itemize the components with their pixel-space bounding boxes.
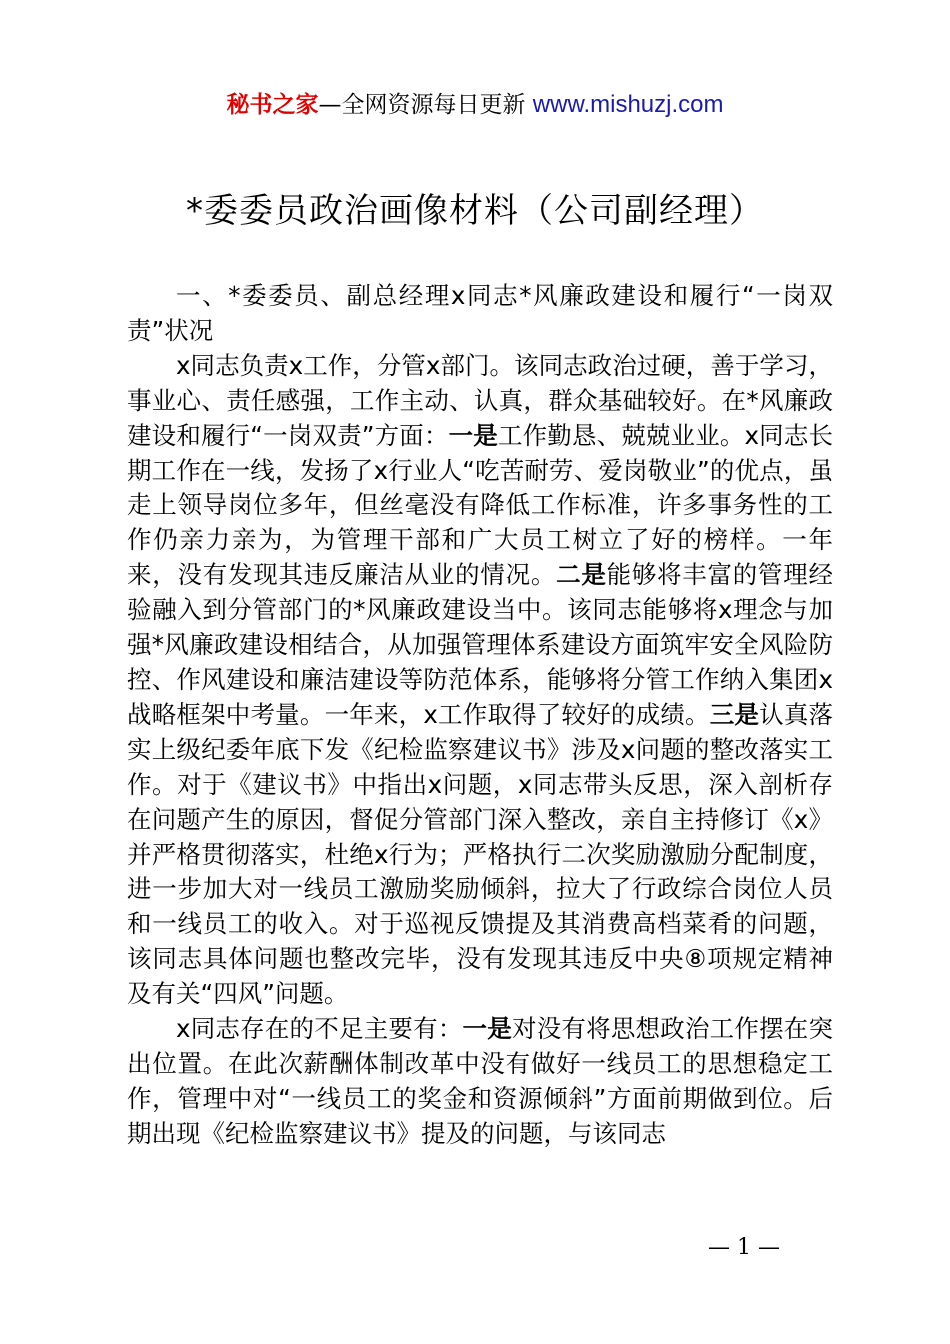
site-tagline: —全网资源每日更新: [318, 92, 526, 118]
shortcomings-lead: x同志存在的不足主要有：: [176, 1014, 463, 1044]
paragraph-lead: x同志负责x工作，分管x部门。该同志政治过硬，善于学习，事业心、责任感强，工作主动、认真，群众基础较好。在*风廉政建设和履行“一岗双责”方面：: [127, 350, 833, 450]
point-label-1: 一是: [448, 420, 498, 450]
document-title: *委委员政治画像材料（公司副经理）: [186, 191, 764, 231]
point-label-3: 三是: [709, 699, 760, 729]
site-url[interactable]: www.mishuzj.com: [532, 91, 724, 118]
shortcoming-text-1: 对没有将思想政治工作摆在突出位置。在此次薪酬体制改革中没有做好一线员工的思想稳定工作，管理中对“一线员工的奖金和资源倾斜”方面前期做到位。后期出现《纪检监察建议书》提及的问题，与该同志: [127, 1014, 834, 1148]
paragraph-conduct: [127, 349, 833, 1012]
point-text-1: 工作勤恳、兢兢业业。x同志长期工作在一线，发扬了x行业人“吃苦耐劳、爱岗敬业”的优点，虽走上领导岗位多年，但丝毫没有降低工作标准，许多事务性的工作仍亲力亲为，为管理干部和广大员工树立了好的榜样。一年来，没有发现其违反廉洁从业的情况。: [127, 420, 834, 590]
shortcoming-label-1: 一是: [462, 1014, 512, 1044]
point-label-2: 二是: [556, 560, 607, 590]
paragraph-shortcomings: [127, 1012, 833, 1152]
document-body: [127, 279, 833, 1152]
page-number: — 1 —: [708, 1235, 780, 1260]
site-brand: 秘书之家: [226, 92, 319, 118]
section-heading: 一、*委委员、副总经理x同志*风廉政建设和履行“一岗双责”状况: [127, 281, 833, 345]
site-header: [0, 88, 950, 122]
point-text-3: 认真落实上级纪委年底下发《纪检监察建议书》涉及x问题的整改落实工作。对于《建议书》中指出x问题，x同志带头反思，深入剖析存在问题产生的原因，督促分管部门深入整改，亲自主持修订《x》并严格贯彻落实，杜绝x行为；严格执行二次奖励激励分配制度，进一步加大对一线员工激励奖励倾斜，拉大了行政综合岗位人员和一线员工的收入。对于巡视反馈提及其消费高档菜肴的问题，该同志具体问题也整改完毕，没有发现其违反中央⑧项规定精神及有关“四风”问题。: [127, 699, 834, 1009]
point-text-2: 能够将丰富的管理经验融入到分管部门的*风廉政建设当中。该同志能够将x理念与加强*风廉政建设相结合，从加强管理体系建设方面筑牢安全风险防控、作风建设和廉洁建设等防范体系，能够将分管工作纳入集团x战略框架中考量。一年来，x工作取得了较好的成绩。: [127, 560, 834, 729]
